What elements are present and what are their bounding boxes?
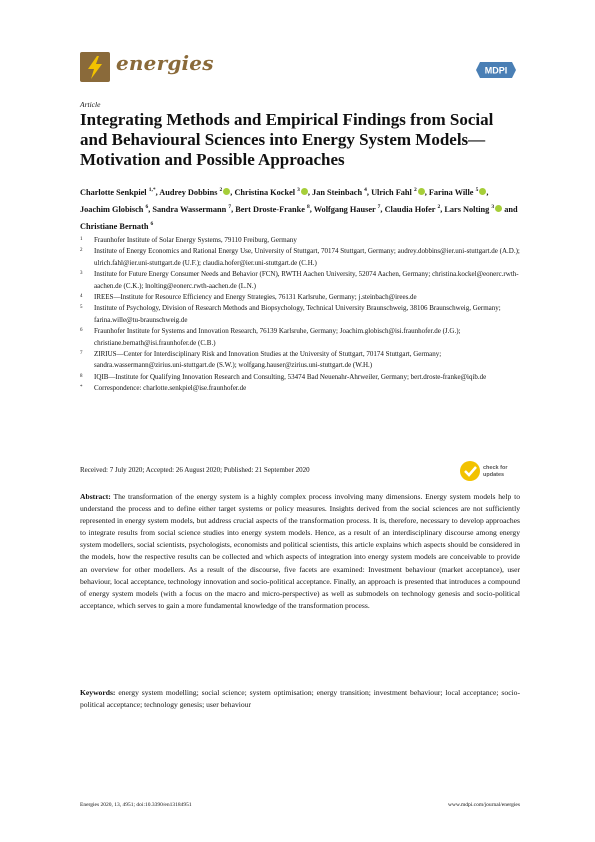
orcid-icon[interactable] — [495, 205, 502, 212]
author-name — [429, 188, 486, 197]
paper-title: Integrating Methods and Empirical Findings from Social and Behavioural Sciences into Energy System Models—Motivation and Possible Approaches — [80, 110, 494, 169]
author-name — [371, 188, 425, 197]
author-name-text: Wolfgang Hauser — [313, 204, 376, 214]
orcid-icon[interactable] — [223, 188, 230, 195]
author-name — [152, 205, 231, 214]
affiliation-text: Correspondence: charlotte.senkpiel@ise.fraunhofer.de — [94, 384, 247, 393]
affiliation-number: 3 — [80, 271, 83, 277]
author-name — [385, 205, 441, 214]
publication-dates: Received: 7 July 2020; Accepted: 26 August 2020; Published: 21 September 2020 — [80, 466, 310, 474]
author-name — [235, 205, 310, 214]
affiliation-item — [80, 292, 520, 303]
author-affiliation-ref: 4 — [364, 187, 367, 193]
check-for-updates-badge[interactable] — [458, 458, 520, 484]
affiliation-text: IQIB—Institute for Qualifying Innovation Research and Consulting, 53474 Bad Neuenahr-Ahrweiler, Germany; bert.droste-franke@iqib.de — [94, 372, 487, 381]
author-name — [159, 188, 230, 197]
affiliation-text: IREES—Institute for Resource Efficiency and Energy Strategies, 76131 Karlsruhe, Germany; j.steinbach@irees.de — [94, 293, 417, 302]
affiliation-number: 1 — [80, 237, 83, 242]
affiliation-item — [80, 372, 520, 383]
affiliation-number: 2 — [80, 248, 83, 254]
affiliation-item — [80, 326, 520, 349]
author-affiliation-ref: 8 — [306, 203, 310, 210]
author-affiliation-ref: 7 — [228, 203, 232, 210]
affiliation-text: Fraunhofer Institute for Systems and Innovation Research, 76139 Karlsruhe, Germany; Joachim.globisch@isi.fraunhofer.de (J.G.); christiane.bernath@isi.fraunhofer.de (C.B.) — [94, 327, 461, 347]
abstract-section — [80, 491, 520, 612]
author-name-text: Bert Droste-Franke — [235, 204, 305, 214]
journal-name: energies — [116, 51, 214, 75]
affiliation-item — [80, 383, 520, 394]
keywords-text: energy system modelling; social science; system optimisation; energy transition; investment behaviour; local acceptance; socio-political acceptance; technology genesis; user behaviour — [80, 688, 520, 710]
author-list: Charlotte Senkpiel $^{1,*}$, Audrey Dobbins $^2$ , Christina Kockel $^3$ , Jan Steinbach $^4$, Ulrich Fahl $^2$ , Farina Wille $^5$ , Joachim Globisch $^6$, Sandra Wassermann $^7$, Bert Droste-Franke $^8$, Wolfgang Hauser $^7$, Claudia Hofer $^2$, Lars Nolting $^3$ and Christiane Bernath $^6$ — [80, 187, 518, 231]
author-affiliation-ref: 7 — [377, 203, 381, 210]
affiliation-text: Institute of Energy Economics and Rational Energy Use, University of Stuttgart, 70174 Stuttgart, Germany; audrey.dobbins@ier.uni-stuttgart.de (A.D.); ulrich.fahl@ier.uni-stuttgart.de (U.F.); claudia.hofer@ier.uni-stuttgart.de (C.H.) — [94, 247, 520, 267]
abstract-text: The transformation of the energy system is a highly complex process involving many dimensions. Energy system models help to understand the process and to define either target systems or policy measures. Insights derived from the social sciences are not sufficiently represented in energy system models, but address crucial aspects of the transformation process. It is, therefore, necessary to develop approaches to integrate results from social science studies into energy system models. Hence, as a result of an interdisciplinary discourse among energy system modellers, social scientists, psychologists, economists and political scientists, this article explains which aspects should be considered in the models, how the respective results can be collected and which aspects of integration into energy system models are conceivable to provide an overview for other modellers. As a result of the discourse, five facets are examined: Investment behaviour (market acceptance), user behaviour, local acceptance, technology innovation and socio-political acceptance. Finally, an approach is presented that introduces a compound of energy system models (with a focus on the macro and micro-perspective) as well as submodels on technology genesis and socio-political acceptance, which serves to gain a more fundamental knowledge of the transformation process. — [80, 492, 520, 610]
author-name — [314, 205, 381, 214]
author-name-text: Charlotte Senkpiel — [80, 187, 147, 197]
abstract-label: Abstract: — [80, 492, 111, 501]
affiliation-item — [80, 303, 520, 326]
author-name — [312, 188, 367, 197]
author-name — [80, 188, 156, 197]
author-affiliation-ref: 6 — [150, 220, 154, 227]
affiliation-item — [80, 235, 520, 246]
affiliation-number: * — [80, 385, 83, 391]
author-name-text: Jan Steinbach — [312, 187, 363, 197]
affiliation-item — [80, 269, 520, 292]
affiliation-item — [80, 246, 520, 269]
author-name-text: Christiane Bernath — [80, 221, 149, 231]
author-name — [80, 205, 148, 214]
author-name — [234, 188, 307, 197]
author-name-text: Sandra Wassermann — [152, 204, 227, 214]
affiliation-text: Fraunhofer Institute of Solar Energy Systems, 79110 Freiburg, Germany — [94, 236, 297, 244]
keywords-section — [80, 687, 520, 711]
orcid-icon[interactable] — [418, 188, 425, 195]
author-affiliation-ref: 1,* — [148, 187, 156, 193]
author-name-text: Claudia Hofer — [384, 204, 436, 214]
author-name-text: Audrey Dobbins — [159, 187, 218, 197]
orcid-icon[interactable] — [479, 188, 486, 195]
journal-logo-icon — [80, 52, 110, 82]
author-affiliation-ref: 2 — [437, 203, 441, 210]
footer-citation: Energies 2020, 13, 4951; doi:10.3390/en13184951 — [80, 802, 192, 808]
author-name-text: Joachim Globisch — [80, 204, 144, 214]
affiliation-text: Institute for Future Energy Consumer Needs and Behavior (FCN), RWTH Aachen University, 52074 Aachen, Germany; christina.kockel@eonerc.rwth-aachen.de (C.K.); lnolting@eonerc.rwth-aachen.de (L.N.) — [94, 270, 519, 290]
author-name-text: Christina Kockel — [234, 187, 296, 197]
author-affiliation-ref: 6 — [145, 203, 149, 210]
affiliation-number: 4 — [80, 294, 83, 300]
affiliation-number: 8 — [80, 373, 83, 379]
orcid-icon[interactable] — [301, 188, 308, 195]
author-affiliation-ref: 2 — [413, 187, 417, 193]
affiliation-number: 5 — [80, 305, 83, 311]
affiliation-text: ZIRIUS—Center for Interdisciplinary Risk and Innovation Studies at the University of Stuttgart, 70174 Stuttgart, Germany; sandra.wassermann@zirius.uni-stuttgart.de (S.W.); wolfgang.hauser@zirius.uni-stuttgart.de (W.H.) — [94, 350, 442, 370]
mdpi-logo — [476, 58, 516, 82]
author-affiliation-ref: 3 — [491, 203, 495, 210]
affiliation-number: 7 — [80, 351, 83, 357]
author-affiliation-ref: 2 — [219, 187, 223, 193]
affiliation-list — [80, 235, 520, 395]
author-name — [80, 222, 153, 231]
author-affiliation-ref: 5 — [475, 187, 479, 193]
mdpi-logo-text: MDPI — [484, 65, 508, 76]
article-type-label: Article — [80, 100, 101, 109]
affiliation-text: Institute of Psychology, Division of Research Methods and Biopsychology, Technical University Braunschweig, 38106 Braunschweig, Germany; farina.wille@tu-braunschweig.de — [94, 304, 501, 324]
affiliation-number: 6 — [80, 328, 83, 334]
check-badge-line1: check for — [483, 465, 508, 471]
author-name-text: Ulrich Fahl — [371, 187, 412, 197]
footer-journal-url[interactable]: www.mdpi.com/journal/energies — [448, 802, 520, 808]
keywords-label: Keywords: — [80, 688, 116, 697]
author-affiliation-ref: 3 — [297, 187, 300, 193]
check-badge-line2: updates — [483, 472, 505, 478]
author-name-text: Lars Nolting — [444, 204, 490, 214]
author-name — [444, 205, 502, 214]
author-name-text: Farina Wille — [428, 187, 474, 197]
affiliation-item — [80, 349, 520, 372]
